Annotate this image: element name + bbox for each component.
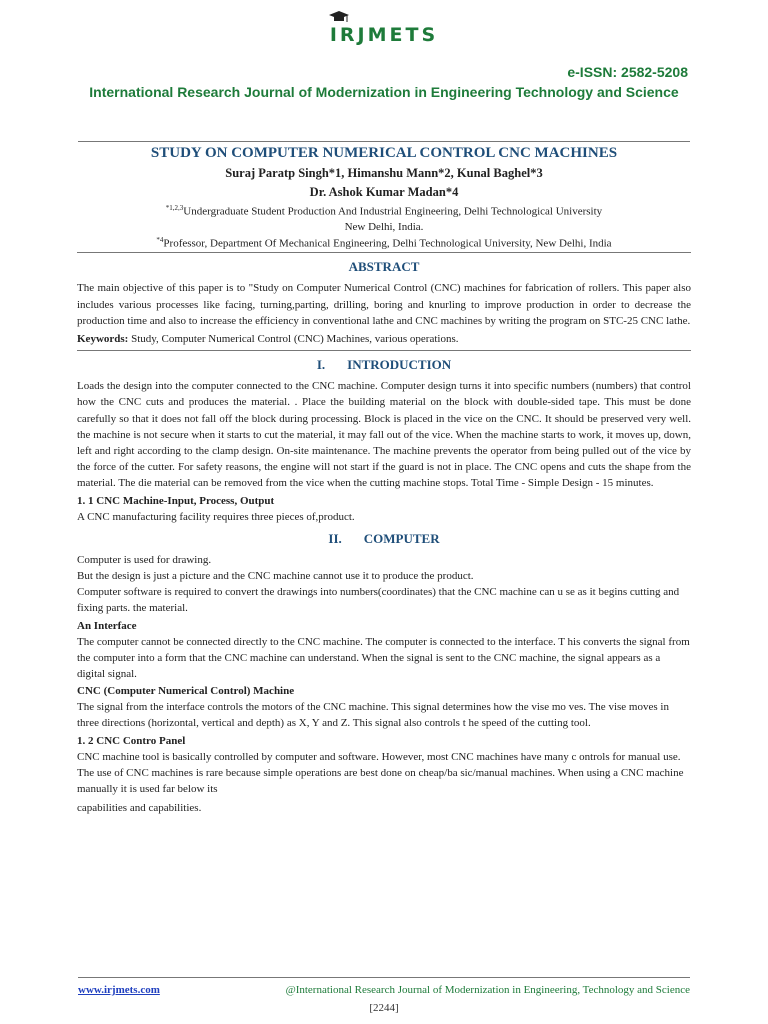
title-divider xyxy=(77,252,691,253)
paper-body xyxy=(77,145,691,816)
footer-divider xyxy=(78,977,690,978)
graduation-cap-icon xyxy=(328,10,350,26)
abstract-heading: ABSTRACT xyxy=(348,259,420,275)
affiliation-2: $^{*4}$Professor, Department Of Mechanical Engineering, Delhi Technological University, New Delhi, India xyxy=(156,235,612,250)
subsection-1-1-text: A CNC manufacturing facility requires three pieces of,product. xyxy=(77,510,355,523)
interface-text: The computer cannot be connected directly to the CNC machine. The computer is connected to the interface. T his converts the signal from the computer into a form that the CNC machine can understand. When the signal is sent to the CNC machine, the signal appears as a digital signal. xyxy=(77,635,690,680)
computer-line-1: Computer is used for drawing. xyxy=(77,553,212,566)
abstract-text: The main objective of this paper is to "Study on Computer Numerical Control (CNC) machines for fabrication of rollers. This paper also includes various processes like facing, turning,parting, drilling, boring and knurling to improve production in order to decrease the production time and also to increase the efficiency in conventional lathe and CNC machines by writing the program on STC-25 CNC lathe. xyxy=(77,282,691,327)
section-computer-heading: II. COMPUTER xyxy=(328,530,440,546)
journal-logo xyxy=(0,10,768,46)
control-panel-text-2: capabilities and capabilities. xyxy=(77,802,202,815)
section-introduction-heading: I. INTRODUCTION xyxy=(316,357,452,373)
computer-line-2: But the design is just a picture and the CNC machine cannot use it to produce the product. xyxy=(77,569,474,582)
authors: Suraj Paratp Singh*1, Himanshu Mann*2, Kunal Baghel*3 xyxy=(225,166,543,180)
paper-title: STUDY ON COMPUTER NUMERICAL CONTROL CNC MACHINES xyxy=(150,145,618,161)
footer xyxy=(78,984,690,996)
abstract-divider xyxy=(77,350,691,351)
page-number: [2244] xyxy=(369,1002,399,1014)
interface-heading: An Interface xyxy=(77,619,137,632)
control-panel-heading: 1. 2 CNC Contro Panel xyxy=(77,734,186,747)
cnc-machine-text: The signal from the interface controls the motors of the CNC machine. This signal determines how the vise mo ves. The vise moves in three directions (horizontal, vertical and depth) as X, Y and Z. This signal also controls t he speed of the cutting tool. xyxy=(77,701,669,730)
issn: e-ISSN: 2582-5208 xyxy=(567,64,688,80)
journal-name: International Research Journal of Modernization in Engineering Technology and Science xyxy=(89,84,679,100)
introduction-text: Loads the design into the computer connected to the CNC machine. Computer design turns it into specific numbers (numbers) that control how the CNC cuts and produces the material. . Place the building material on the block with double-sided tape. This must be done carefully so that it does not fall off the block during processing. Block is placed in the vice on the CNC. It should be preserved very well. the machine is not secure when it starts to cut the material, it may fall out of the vice. When the machine starts to work, it moves up, down, left and right according to the clamp design. On-site maintenance. The machine prevents the operator from being pulled out of the vice by the force of the cutter. For safety reasons, the engine will not start if the guard is not in place. The CNC opens and cuts the shape from the material. The die material can be removed from the vice when the cutting machine stops. Total Time - Simple Design - 15 minutes. xyxy=(77,380,691,490)
control-panel-text: CNC machine tool is basically controlled by computer and software. However, most CNC machines have many c ontrols for manual use. The use of CNC machines is rare because simple operations are best done on cheap/ba sic/manual machines. When using a CNC machine manually it is used far below its xyxy=(77,750,684,795)
header-divider xyxy=(78,141,690,142)
journal-url-link[interactable]: www.irjmets.com xyxy=(78,984,160,996)
footer-copyright: @International Research Journal of Modernization in Engineering, Technology and Science xyxy=(285,984,690,996)
computer-line-3: Computer software is required to convert the drawings into numbers(coordinates) that the CNC machine can u se as it begins cutting and fixing parts. the material. xyxy=(77,586,680,615)
subsection-1-1-heading: 1. 1 CNC Machine-Input, Process, Output xyxy=(77,494,275,507)
keywords: Keywords: Study, Computer Numerical Control (CNC) Machines, various operations. xyxy=(77,332,459,345)
affiliation-1: $^{*1,2,3}$Undergraduate Student Production And Industrial Engineering, Delhi Technological University xyxy=(165,204,603,218)
logo-text: IRJMETS xyxy=(329,24,439,46)
author-4: Dr. Ashok Kumar Madan*4 xyxy=(309,185,459,199)
affiliation-1-city: New Delhi, India. xyxy=(344,220,424,233)
cnc-machine-heading: CNC (Computer Numerical Control) Machine xyxy=(77,685,295,698)
